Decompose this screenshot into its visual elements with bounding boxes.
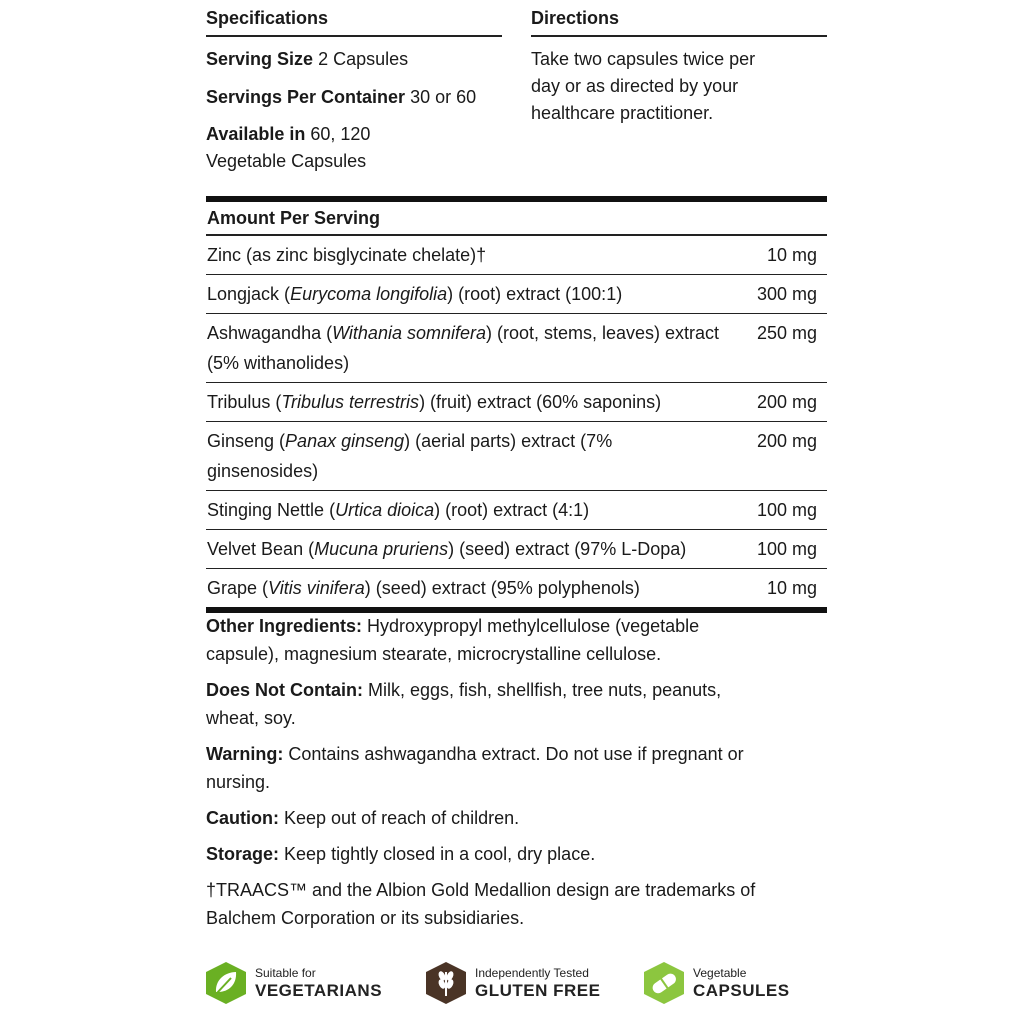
- storage: [206, 840, 776, 868]
- gluten-free-badge-big: GLUTEN FREE: [475, 981, 601, 1000]
- ingredient-detail: ) (aerial parts) extract (7% ginsenosides): [207, 431, 613, 481]
- ingredient-amount: 10 mg: [766, 245, 817, 265]
- ingredient-amount: 100 mg: [756, 539, 817, 559]
- table-row: [206, 422, 827, 491]
- ingredient-amount: 250 mg: [756, 323, 817, 343]
- vegetarian-badge: [203, 958, 382, 1008]
- table-row: [206, 275, 827, 314]
- directions-section: [531, 8, 827, 127]
- table-row: [206, 530, 827, 569]
- warning: [206, 740, 776, 796]
- leaf-icon: [203, 960, 249, 1006]
- storage-text: Keep tightly closed in a cool, dry place.: [284, 844, 596, 864]
- caution-label: Caution:: [206, 808, 279, 828]
- does-not-contain-label: Does Not Contain:: [206, 680, 363, 700]
- ingredient-latin-name: Withania somnifera: [332, 323, 486, 343]
- ingredient-name-text: Zinc (as zinc bisglycinate chelate)†: [207, 245, 487, 265]
- capsule-icon: [641, 960, 687, 1006]
- ingredient-name: [207, 240, 727, 270]
- servings-label: Servings Per Container: [206, 87, 406, 107]
- ingredient-detail: ) (seed) extract (97% L-Dopa): [448, 539, 687, 559]
- ingredient-latin-name: Tribulus terrestris: [281, 392, 420, 412]
- ingredient-name-text: Ashwagandha (: [207, 323, 333, 343]
- ingredient-amount: 100 mg: [756, 500, 817, 520]
- specifications-section: [206, 8, 502, 175]
- caution-text: Keep out of reach of children.: [284, 808, 520, 828]
- table-row: [206, 383, 827, 422]
- directions-heading: Directions: [531, 8, 827, 37]
- does-not-contain: [206, 676, 776, 732]
- gluten-free-badge-small: Independently Tested: [475, 966, 589, 980]
- ingredient-detail: ) (root) extract (4:1): [434, 500, 590, 520]
- vegetable-capsules-badge-big: CAPSULES: [693, 981, 790, 1000]
- other-ingredients-label: Other Ingredients:: [206, 616, 363, 636]
- table-row: [206, 569, 827, 613]
- notes-section: [206, 612, 776, 940]
- does-not-contain-text: Milk, eggs, fish, shellfish, tree nuts, peanuts, wheat, soy.: [206, 680, 722, 728]
- ingredient-name: [207, 534, 727, 564]
- ingredient-name: [207, 495, 727, 525]
- facts-rows: [206, 236, 827, 613]
- ingredient-name: [207, 426, 727, 486]
- ingredient-name: [207, 387, 727, 417]
- vegetarian-badge-big: VEGETARIANS: [255, 981, 383, 1000]
- serving-size-value: 2 Capsules: [318, 49, 409, 69]
- storage-label: Storage:: [206, 844, 280, 864]
- other-ingredients: [206, 612, 776, 668]
- supplement-facts-table: [206, 196, 827, 613]
- vegetarian-badge-small: Suitable for: [255, 966, 316, 980]
- ingredient-name-text: Velvet Bean (: [207, 539, 315, 559]
- ingredient-name-text: Grape (: [207, 578, 269, 598]
- ingredient-name-text: Ginseng (: [207, 431, 286, 451]
- available-value: 60, 120: [310, 124, 371, 144]
- directions-text: Take two capsules twice per day or as directed by your healthcare practitioner.: [531, 49, 756, 123]
- badges-row: [203, 958, 823, 1008]
- table-row: [206, 314, 827, 383]
- ingredient-detail: ) (fruit) extract (60% saponins): [419, 392, 662, 412]
- trademark-notice: †TRAACS™ and the Albion Gold Medallion design are trademarks of Balchem Corporation or its subsidiaries.: [206, 880, 756, 928]
- ingredient-latin-name: Urtica dioica: [335, 500, 435, 520]
- ingredient-name: [207, 318, 727, 378]
- wheat-icon: [423, 960, 469, 1006]
- warning-label: Warning:: [206, 744, 284, 764]
- ingredient-amount: 300 mg: [756, 284, 817, 304]
- available-label: Available in: [206, 124, 306, 144]
- specifications-heading: Specifications: [206, 8, 502, 37]
- warning-text: Contains ashwagandha extract. Do not use if pregnant or nursing.: [206, 744, 744, 792]
- ingredient-name-text: Longjack (: [207, 284, 291, 304]
- servings-per-container: [206, 84, 502, 111]
- table-row: [206, 236, 827, 275]
- vegetable-capsules-badge-small: Vegetable: [693, 966, 747, 980]
- ingredient-name: [207, 279, 727, 309]
- ingredient-latin-name: Eurycoma longifolia: [290, 284, 448, 304]
- amount-per-serving-heading: Amount Per Serving: [206, 202, 827, 236]
- table-row: [206, 491, 827, 530]
- ingredient-detail: ) (root, stems, leaves) extract (5% withanolides): [207, 323, 720, 373]
- ingredient-latin-name: Mucuna pruriens: [314, 539, 449, 559]
- caution: [206, 804, 776, 832]
- ingredient-amount: 10 mg: [766, 578, 817, 598]
- other-ingredients-text: Hydroxypropyl methylcellulose (vegetable capsule), magnesium stearate, microcrystalline cellulose.: [206, 616, 700, 664]
- ingredient-name-text: Stinging Nettle (: [207, 500, 336, 520]
- ingredient-latin-name: Vitis vinifera: [268, 578, 365, 598]
- available-in: [206, 121, 502, 175]
- serving-size: [206, 46, 502, 73]
- vegetable-capsules-badge: [641, 958, 790, 1008]
- available-value-2: Vegetable Capsules: [206, 151, 367, 171]
- gluten-free-badge: [423, 958, 600, 1008]
- ingredient-amount: 200 mg: [756, 392, 817, 412]
- serving-size-label: Serving Size: [206, 49, 314, 69]
- ingredient-name-text: Tribulus (: [207, 392, 282, 412]
- ingredient-amount: 200 mg: [756, 431, 817, 451]
- ingredient-latin-name: Panax ginseng: [285, 431, 405, 451]
- ingredient-name: [207, 573, 727, 603]
- ingredient-detail: ) (seed) extract (95% polyphenols): [364, 578, 640, 598]
- servings-value: 30 or 60: [410, 87, 477, 107]
- ingredient-detail: ) (root) extract (100:1): [447, 284, 623, 304]
